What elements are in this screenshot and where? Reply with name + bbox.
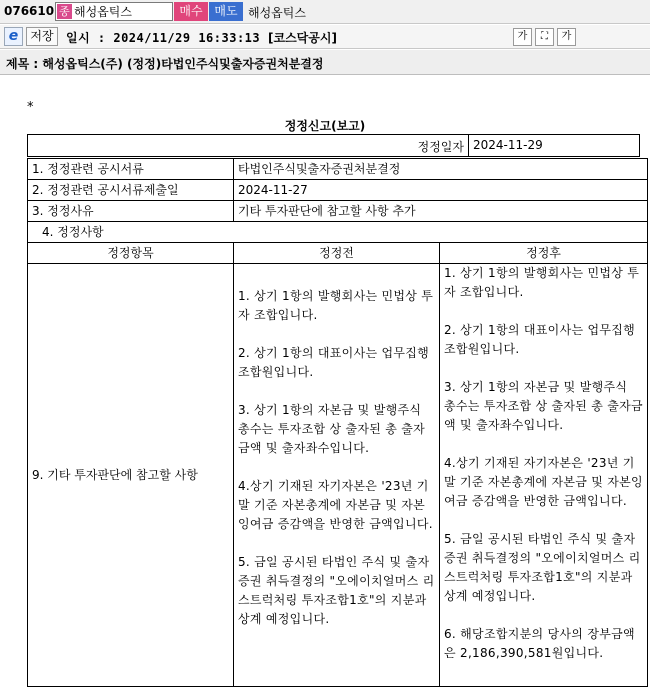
after-paragraph: 2. 상기 1항의 대표이사는 업무집행조합원입니다. <box>444 323 636 356</box>
before-cell <box>234 264 440 687</box>
table-row <box>28 201 648 222</box>
correction-date-label: 정정일자 <box>417 140 464 154</box>
marker-star: * <box>27 100 34 115</box>
after-paragraph: 3. 상기 1항의 자본금 및 발행주식 총수는 투자조합 상 출자된 총 출자금액 및 출자좌수입니다. <box>444 380 643 432</box>
table-row <box>28 222 648 243</box>
font-decrease-icon: 가 <box>561 31 572 42</box>
market-tag-icon: 종 <box>57 4 72 19</box>
stock-name-value: 해성옵틱스 <box>74 5 132 19</box>
table-row <box>28 264 648 687</box>
title-bar <box>0 50 650 75</box>
header-before: 정정전 <box>234 243 440 264</box>
stock-name-field[interactable] <box>55 2 173 21</box>
row-label: 3. 정정사유 <box>28 201 234 222</box>
correction-table <box>27 158 648 687</box>
stock-name-display: 해성옵틱스 <box>248 6 306 20</box>
fit-window-button[interactable] <box>535 28 554 46</box>
disclosure-title: 제목 : 해성옵틱스(주) (정정)타법인주식및출자증권처분결정 <box>6 57 324 71</box>
info-bar <box>0 25 650 49</box>
save-button[interactable]: 저장 <box>26 27 58 46</box>
market-label: [코스닥공시] <box>268 31 337 45</box>
after-paragraph: 6. 해당조합지분의 당사의 장부금액은 2,186,390,581원입니다. <box>444 627 635 660</box>
font-decrease-button[interactable] <box>557 28 576 46</box>
before-paragraph: 4.상기 기재된 자기자본은 '23년 기말 기준 자본총계에 자본금 및 자본잉여금 증감액을 반영한 금액입니다. <box>238 479 433 531</box>
correction-date-box <box>27 134 640 157</box>
after-paragraph: 4.상기 기재된 자기자본은 '23년 기말 기준 자본총계에 자본금 및 자본잉여금 증감액을 반영한 금액입니다. <box>444 456 643 508</box>
item-label: 9. 기타 투자판단에 참고할 사항 <box>28 264 234 687</box>
font-increase-button[interactable] <box>513 28 532 46</box>
stock-bar <box>0 0 650 24</box>
row-label: 1. 정정관련 공시서류 <box>28 159 234 180</box>
stock-code: 076610 <box>4 4 55 18</box>
font-increase-icon: 가 <box>517 31 528 42</box>
sell-button[interactable]: 매도 <box>209 2 243 21</box>
before-paragraph: 1. 상기 1항의 발행회사는 민법상 투자 조합입니다. <box>238 289 434 322</box>
after-paragraph: 5. 금일 공시된 타법인 주식 및 출자증권 취득결정의 "오에이치얼머스 리스트럭처링 투자조합1호"의 지분과 상계 예정입니다. <box>444 532 641 603</box>
disclosure-document <box>0 76 650 695</box>
table-header-row <box>28 243 648 264</box>
header-after: 정정후 <box>440 243 648 264</box>
before-paragraph: 3. 상기 1항의 자본금 및 발행주식 총수는 투자조합 상 출자된 총 출자금액 및 출자좌수입니다. <box>238 403 426 455</box>
browser-icon[interactable]: e <box>4 27 23 46</box>
before-paragraph: 5. 금일 공시된 타법인 주식 및 출자증권 취득결정의 "오에이치얼머스 리스트럭처링 투자조합1호"의 지분과 상계 예정입니다. <box>238 555 435 626</box>
document-title: 정정신고(보고) <box>284 119 366 133</box>
row-value: 기타 투자판단에 참고할 사항 추가 <box>234 201 648 222</box>
disclosure-datetime: 일시 : 2024/11/29 16:33:13 <box>66 31 261 45</box>
table-row <box>28 159 648 180</box>
row-value: 타법인주식및출자증권처분결정 <box>234 159 648 180</box>
section-heading: 4. 정정사항 <box>28 222 648 243</box>
buy-button[interactable]: 매수 <box>174 2 208 21</box>
row-value: 2024-11-27 <box>234 180 648 201</box>
before-paragraph: 2. 상기 1항의 대표이사는 업무집행조합원입니다. <box>238 346 430 379</box>
header-item: 정정항목 <box>28 243 234 264</box>
after-cell <box>440 264 648 687</box>
after-paragraph: 1. 상기 1항의 발행회사는 민법상 투자 조합입니다. <box>444 266 640 299</box>
correction-date-value: 2024-11-29 <box>468 135 639 156</box>
table-row <box>28 180 648 201</box>
row-label: 2. 정정관련 공시서류제출일 <box>28 180 234 201</box>
fit-window-icon: ⛶ <box>541 31 548 42</box>
